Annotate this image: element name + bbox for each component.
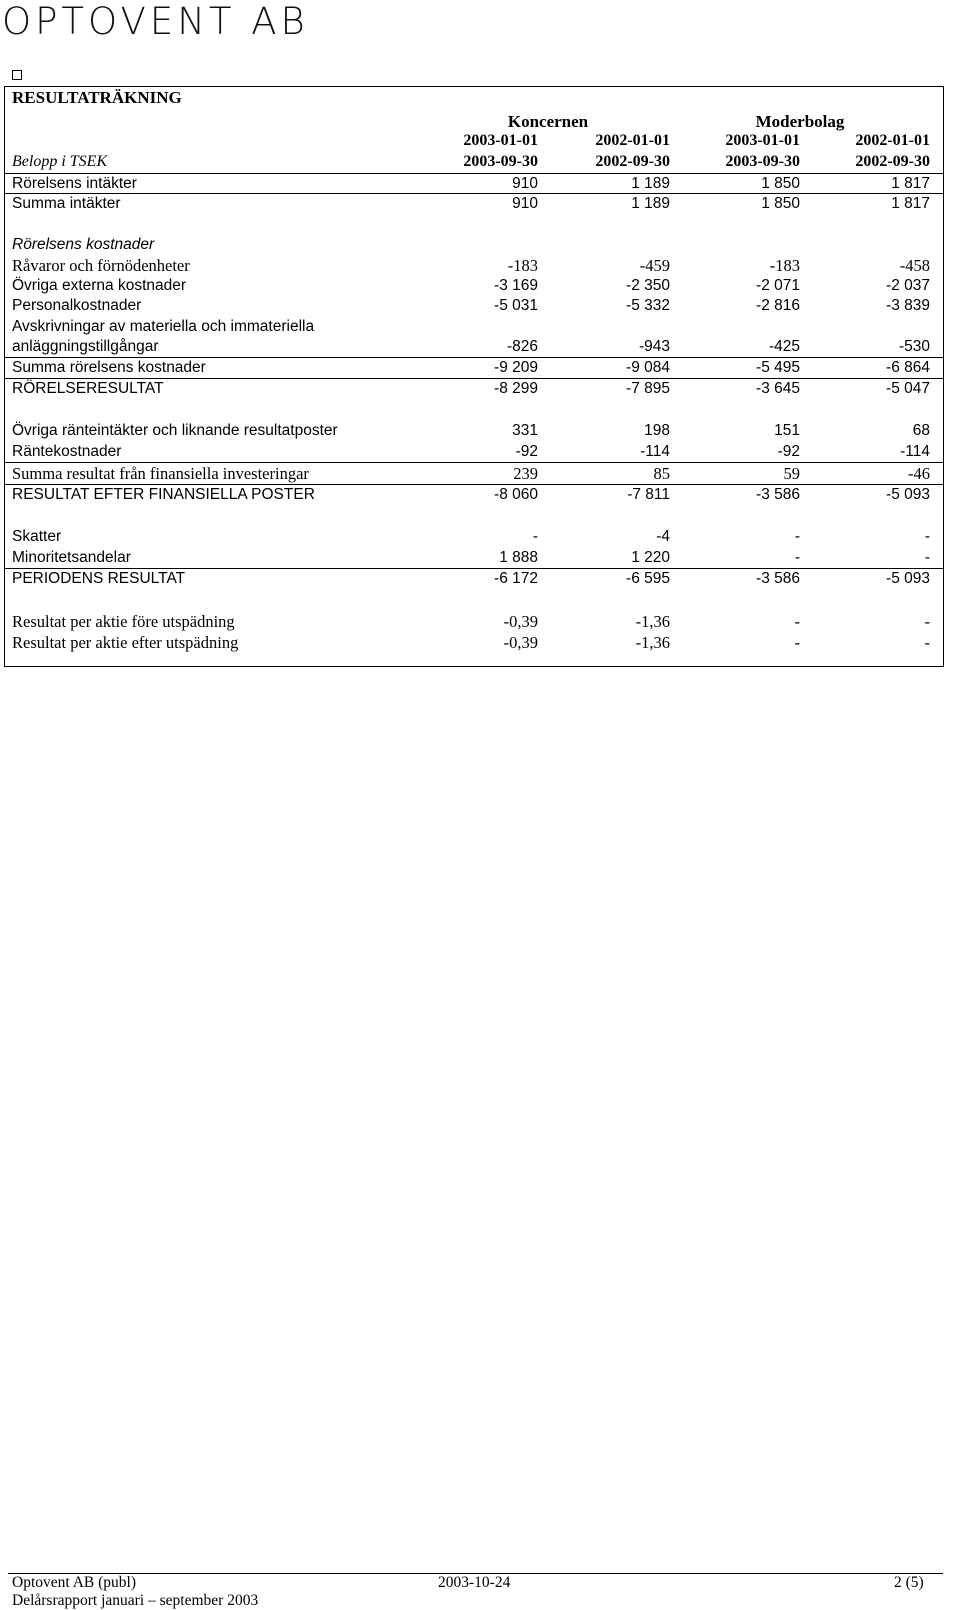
row-label: Råvaror och förnödenheter bbox=[12, 256, 190, 275]
period-from: 2002-01-01 bbox=[595, 132, 670, 149]
value-cell: -5 495 bbox=[756, 359, 800, 376]
value-cell: -6 595 bbox=[626, 570, 670, 587]
value-cell: -0,39 bbox=[503, 633, 538, 652]
value-cell: -6 864 bbox=[886, 359, 930, 376]
value-cell: -6 172 bbox=[494, 570, 538, 587]
value-cell: -9 084 bbox=[626, 359, 670, 376]
group-header-moderbolag: Moderbolag bbox=[755, 112, 845, 131]
table-row bbox=[4, 174, 944, 195]
row-label: Personalkostnader bbox=[12, 297, 142, 314]
table-row bbox=[4, 463, 944, 484]
row-label: Summa resultat från finansiella investeringar bbox=[12, 464, 309, 483]
row-label: Övriga ränteintäkter och liknande resultatposter bbox=[12, 422, 338, 439]
table-row bbox=[4, 632, 944, 653]
period-to: 2003-09-30 bbox=[725, 153, 800, 170]
currency-label: Belopp i TSEK bbox=[12, 153, 108, 170]
value-cell: 910 bbox=[512, 175, 538, 192]
value-cell: -5 093 bbox=[886, 570, 930, 587]
period-to: 2003-09-30 bbox=[463, 153, 538, 170]
table-row bbox=[4, 255, 944, 276]
value-cell: -530 bbox=[898, 338, 930, 355]
value-cell: -92 bbox=[777, 443, 800, 460]
value-cell: -7 811 bbox=[627, 486, 670, 503]
footer-date: 2003-10-24 bbox=[438, 1574, 511, 1591]
value-cell: -5 047 bbox=[886, 380, 930, 397]
value-cell: 1 850 bbox=[761, 175, 800, 192]
value-cell: -0,39 bbox=[503, 612, 538, 631]
value-cell: 239 bbox=[513, 464, 538, 483]
table-row-label-only bbox=[4, 317, 944, 338]
row-label: Summa rörelsens kostnader bbox=[12, 359, 206, 376]
value-cell: -3 839 bbox=[886, 297, 930, 314]
value-cell: 1 189 bbox=[631, 175, 670, 192]
value-cell: -7 895 bbox=[626, 380, 670, 397]
value-cell: - bbox=[794, 549, 800, 566]
table-row bbox=[4, 442, 944, 463]
value-cell: -2 071 bbox=[756, 277, 800, 294]
value-cell: - bbox=[924, 549, 930, 566]
table-row bbox=[4, 527, 944, 548]
value-cell: -1,36 bbox=[635, 612, 670, 631]
value-cell: -183 bbox=[769, 256, 800, 275]
value-cell: -1,36 bbox=[635, 633, 670, 652]
value-cell: -3 586 bbox=[756, 486, 800, 503]
value-cell: - bbox=[794, 612, 800, 631]
value-cell: -8 299 bbox=[494, 380, 538, 397]
row-label: Rörelsens intäkter bbox=[12, 175, 137, 192]
value-cell: 1 888 bbox=[499, 549, 538, 566]
value-cell: 151 bbox=[774, 422, 800, 439]
footer-page-number: 2 (5) bbox=[894, 1574, 924, 1591]
row-label: Räntekostnader bbox=[12, 443, 122, 460]
value-cell: -4 bbox=[656, 528, 670, 545]
value-cell: -2 816 bbox=[756, 297, 800, 314]
value-cell: - bbox=[794, 633, 800, 652]
row-label: Skatter bbox=[12, 528, 62, 545]
value-cell: - bbox=[924, 612, 930, 631]
value-cell: 68 bbox=[912, 422, 930, 439]
value-cell: -459 bbox=[639, 256, 670, 275]
value-cell: 1 220 bbox=[631, 549, 670, 566]
table-row bbox=[4, 569, 944, 590]
value-cell: -2 350 bbox=[626, 277, 670, 294]
value-cell: -8 060 bbox=[494, 486, 538, 503]
value-cell: -826 bbox=[506, 338, 538, 355]
value-cell: -183 bbox=[507, 256, 538, 275]
value-cell: - bbox=[532, 528, 538, 545]
value-cell: -5 031 bbox=[494, 297, 538, 314]
row-label: RESULTAT EFTER FINANSIELLA POSTER bbox=[12, 486, 315, 503]
table-row bbox=[4, 548, 944, 569]
value-cell: 1 189 bbox=[631, 195, 670, 212]
group-header-koncernen: Koncernen bbox=[507, 112, 589, 131]
value-cell: -3 645 bbox=[756, 380, 800, 397]
period-to: 2002-09-30 bbox=[595, 153, 670, 170]
value-cell: -114 bbox=[900, 443, 930, 460]
checkbox-bullet-icon bbox=[12, 70, 22, 80]
table-row bbox=[4, 421, 944, 442]
value-cell: -92 bbox=[515, 443, 538, 460]
period-to: 2002-09-30 bbox=[855, 153, 930, 170]
value-cell: -5 093 bbox=[886, 486, 930, 503]
footer-company: Optovent AB (publ) bbox=[12, 1574, 136, 1591]
table-row bbox=[4, 485, 944, 506]
row-label: Övriga externa kostnader bbox=[12, 277, 187, 294]
table-row bbox=[4, 276, 944, 297]
value-cell: -943 bbox=[638, 338, 670, 355]
table-row bbox=[4, 194, 944, 215]
footer-report-name: Delårsrapport januari – september 2003 bbox=[12, 1592, 259, 1609]
value-cell: -425 bbox=[768, 338, 800, 355]
value-cell: 198 bbox=[644, 422, 670, 439]
table-row bbox=[4, 611, 944, 632]
period-from: 2002-01-01 bbox=[855, 132, 930, 149]
table-row bbox=[4, 379, 944, 400]
value-cell: -9 209 bbox=[494, 359, 538, 376]
value-cell: 910 bbox=[512, 195, 538, 212]
section-heading: Rörelsens kostnader bbox=[12, 236, 155, 253]
row-label: Avskrivningar av materiella och immateriella bbox=[12, 318, 315, 335]
value-cell: -5 332 bbox=[626, 297, 670, 314]
statement-title: RESULTATRÄKNING bbox=[12, 88, 182, 107]
value-cell: 85 bbox=[653, 464, 670, 483]
value-cell: - bbox=[924, 633, 930, 652]
row-label: Resultat per aktie efter utspädning bbox=[12, 633, 239, 652]
value-cell: -2 037 bbox=[886, 277, 930, 294]
value-cell: -114 bbox=[640, 443, 670, 460]
row-label: Resultat per aktie före utspädning bbox=[12, 612, 235, 631]
value-cell: -46 bbox=[908, 464, 930, 483]
value-cell: 1 817 bbox=[891, 195, 930, 212]
value-cell: 331 bbox=[512, 422, 538, 439]
value-cell: - bbox=[794, 528, 800, 545]
value-cell: 59 bbox=[783, 464, 800, 483]
table-row bbox=[4, 358, 944, 379]
value-cell: - bbox=[924, 528, 930, 545]
row-label: anläggningstillgångar bbox=[12, 338, 159, 355]
row-label: Minoritetsandelar bbox=[12, 549, 131, 566]
row-label: Summa intäkter bbox=[12, 195, 121, 212]
period-from: 2003-01-01 bbox=[463, 132, 538, 149]
company-logo: OPTOVENT AB bbox=[2, 0, 309, 43]
period-from: 2003-01-01 bbox=[725, 132, 800, 149]
value-cell: -458 bbox=[899, 256, 930, 275]
table-row bbox=[4, 337, 944, 358]
section-heading-row bbox=[4, 235, 944, 256]
value-cell: -3 169 bbox=[494, 277, 538, 294]
value-cell: 1 850 bbox=[761, 195, 800, 212]
value-cell: 1 817 bbox=[891, 175, 930, 192]
value-cell: -3 586 bbox=[756, 570, 800, 587]
row-label: PERIODENS RESULTAT bbox=[12, 570, 186, 587]
table-row bbox=[4, 296, 944, 317]
row-label: RÖRELSERESULTAT bbox=[12, 380, 164, 397]
